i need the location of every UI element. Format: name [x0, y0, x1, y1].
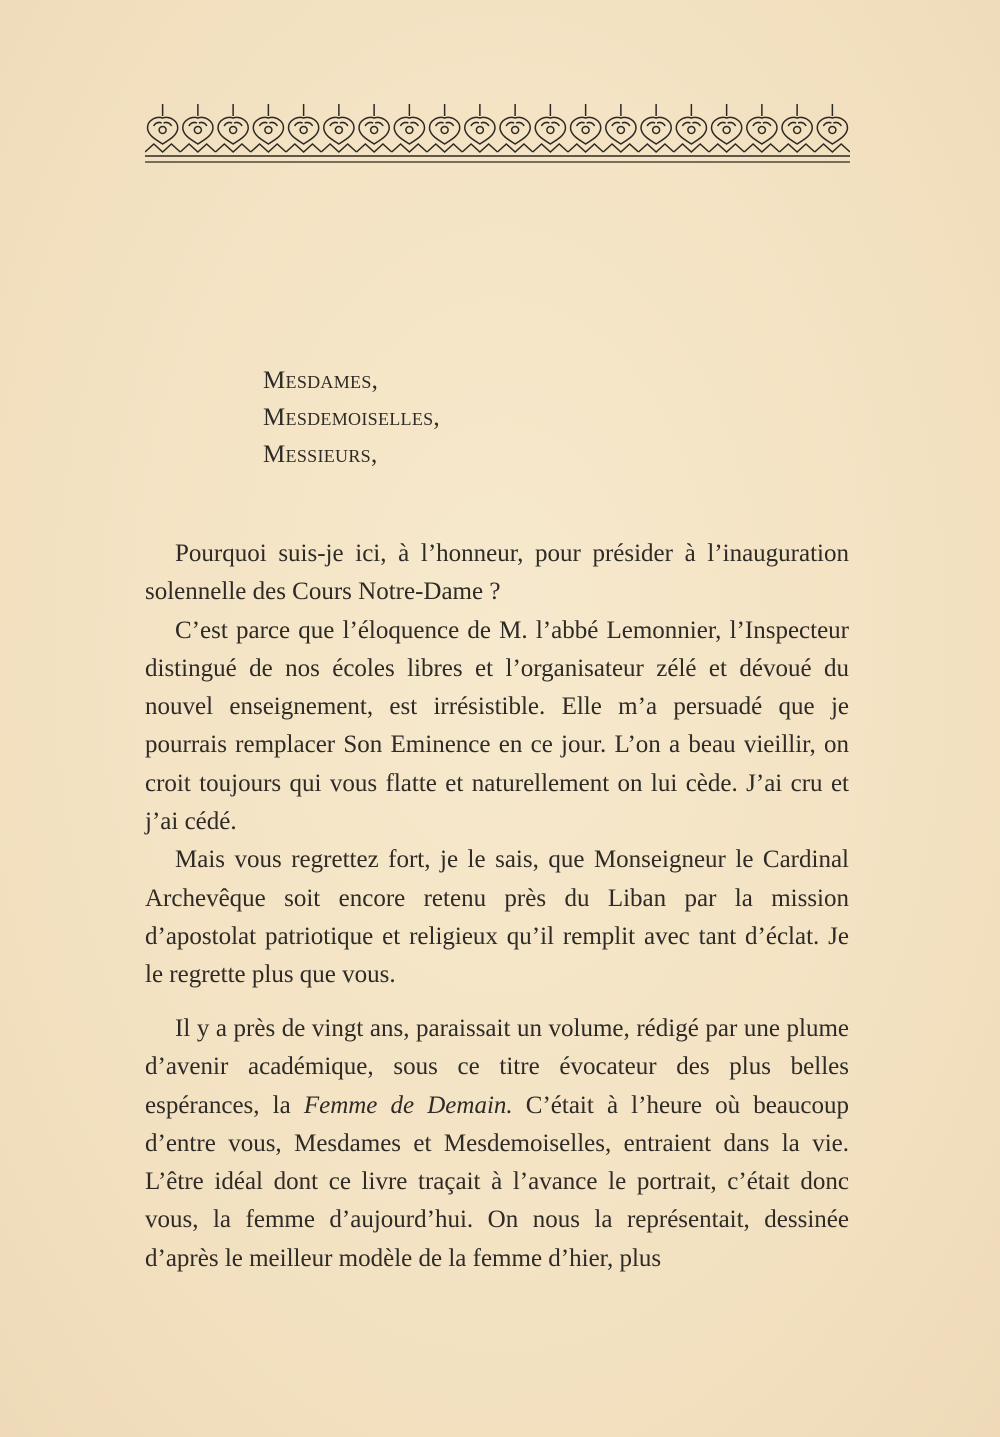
opening-paragraphs	[145, 535, 849, 995]
salutation-line: Mesdames,	[263, 367, 379, 394]
salutation	[263, 362, 440, 473]
salutation-line: Messieurs,	[263, 441, 378, 468]
book-title: Femme de Demain.	[303, 1091, 513, 1119]
paragraph: Mais vous regrettez fort, je le sais, que Monseigneur le Cardinal Archevêque soit encore retenu près du Liban par la mission d’apostolat patriotique et religieux qu’il remplit avec tant d’éclat. Je le regrette plus que vous.	[145, 846, 849, 989]
decorative-header-ornament-icon	[145, 100, 850, 168]
paragraph	[145, 1010, 849, 1278]
salutation-line: Mesdemoiselles,	[263, 404, 440, 431]
paragraph-text: C’était à l’heure où beaucoup d’entre vous, Mesdames et Mesdemoiselles, entraient dans la vie. L’être idéal dont ce livre traçait à l’avance le portrait, c’était donc vous, la femme d’aujourd’hui. On nous la représentait, dessinée d’après le meilleur modèle de la femme d’hier, plus	[145, 1091, 850, 1272]
paragraph: C’est parce que l’éloquence de M. l’abbé Lemonnier, l’Inspecteur distingué de nos écoles libres et l’organisateur zélé et dévoué du nouvel enseignement, est irrésistible. Elle m’a persuadé que je pourrais remplacer Son Eminence en ce jour. L’on a beau vieillir, on croit toujours qui vous flatte et naturellement on lui cède. J’ai cru et j’ai cédé.	[145, 616, 849, 836]
paragraph-text: Il y a près de vingt ans, paraissait un volume, rédigé par une plume d’avenir académique, sous ce titre évocateur des plus belles espérances, la	[145, 1015, 849, 1119]
paragraph: Pourquoi suis-je ici, à l’honneur, pour présider à l’inauguration solennelle des Cours Notre-Dame ?	[145, 540, 849, 606]
main-paragraph-block	[145, 1010, 849, 1278]
